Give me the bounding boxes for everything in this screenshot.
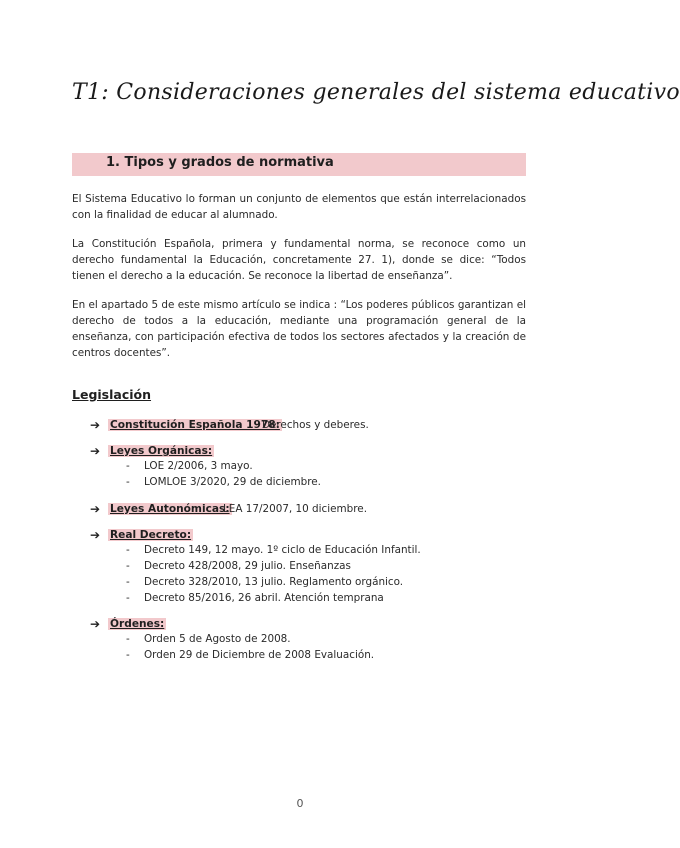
- legislacion-subitem: Orden 29 de Diciembre de 2008 Evaluación.: [144, 649, 375, 661]
- dash-bullet: -: [126, 592, 130, 604]
- section-heading: 1. Tipos y grados de normativa: [106, 155, 334, 170]
- legislacion-subitem: Decreto 85/2016, 26 abril. Atención temprana: [144, 592, 384, 604]
- legislacion-subitem: Orden 5 de Agosto de 2008.: [144, 633, 291, 645]
- page-number: 0: [296, 797, 304, 810]
- dash-bullet: -: [126, 560, 130, 572]
- arrow-icon: ➔: [90, 418, 101, 432]
- legislacion-item-label: Órdenes:: [110, 618, 165, 630]
- legislacion-subitem: Decreto 149, 12 mayo. 1º ciclo de Educación Infantil.: [144, 544, 421, 556]
- arrow-icon: ➔: [90, 502, 101, 516]
- legislacion-subitem: LOE 2/2006, 3 mayo.: [144, 460, 253, 472]
- dash-bullet: -: [126, 460, 130, 472]
- paragraph-constitucion: La Constitución Española, primera y fundamental norma, se reconoce como un derecho fundamental la Educación, concretamente 27. 1), donde se dice: “Todos tienen el derecho a la educación. Se reconoce la libertad de enseñanza”.: [72, 238, 526, 282]
- legislacion-item-label: Real Decreto:: [110, 529, 192, 541]
- legislacion-heading: Legislación: [72, 387, 152, 402]
- paragraph-apartado-5: En el apartado 5 de este mismo artículo se indica : “Los poderes públicos garantizan el derecho de todos a la educación, mediante una programación general de la enseñanza, con participación efectiva de todos los sectores afectados y la creación de centros docentes”.: [72, 299, 526, 359]
- dash-bullet: -: [126, 544, 130, 556]
- legislacion-subitem: Decreto 328/2010, 13 julio. Reglamento orgánico.: [144, 576, 404, 588]
- dash-bullet: -: [126, 633, 130, 645]
- legislacion-item-label: Constitución Española 1978:: [110, 419, 280, 431]
- legislacion-item-detail: LEA 17/2007, 10 diciembre.: [223, 503, 367, 515]
- legislacion-item-detail: Derechos y deberes.: [262, 419, 369, 431]
- arrow-icon: ➔: [90, 444, 101, 458]
- page-title: T1: Consideraciones generales del sistema educativo: [72, 80, 680, 105]
- arrow-icon: ➔: [90, 528, 101, 542]
- legislacion-subitem: LOMLOE 3/2020, 29 de diciembre.: [144, 476, 321, 488]
- dash-bullet: -: [126, 476, 130, 488]
- dash-bullet: -: [126, 576, 130, 588]
- arrow-icon: ➔: [90, 617, 101, 631]
- legislacion-item-label: Leyes Orgánicas:: [110, 445, 213, 457]
- paragraph-sistema-educativo: El Sistema Educativo lo forman un conjunto de elementos que están interrelacionados con la finalidad de educar al alumnado.: [72, 193, 526, 221]
- legislacion-item-label: Leyes Autonómicas:: [110, 503, 230, 515]
- legislacion-subitem: Decreto 428/2008, 29 julio. Enseñanzas: [144, 560, 351, 572]
- dash-bullet: -: [126, 649, 130, 661]
